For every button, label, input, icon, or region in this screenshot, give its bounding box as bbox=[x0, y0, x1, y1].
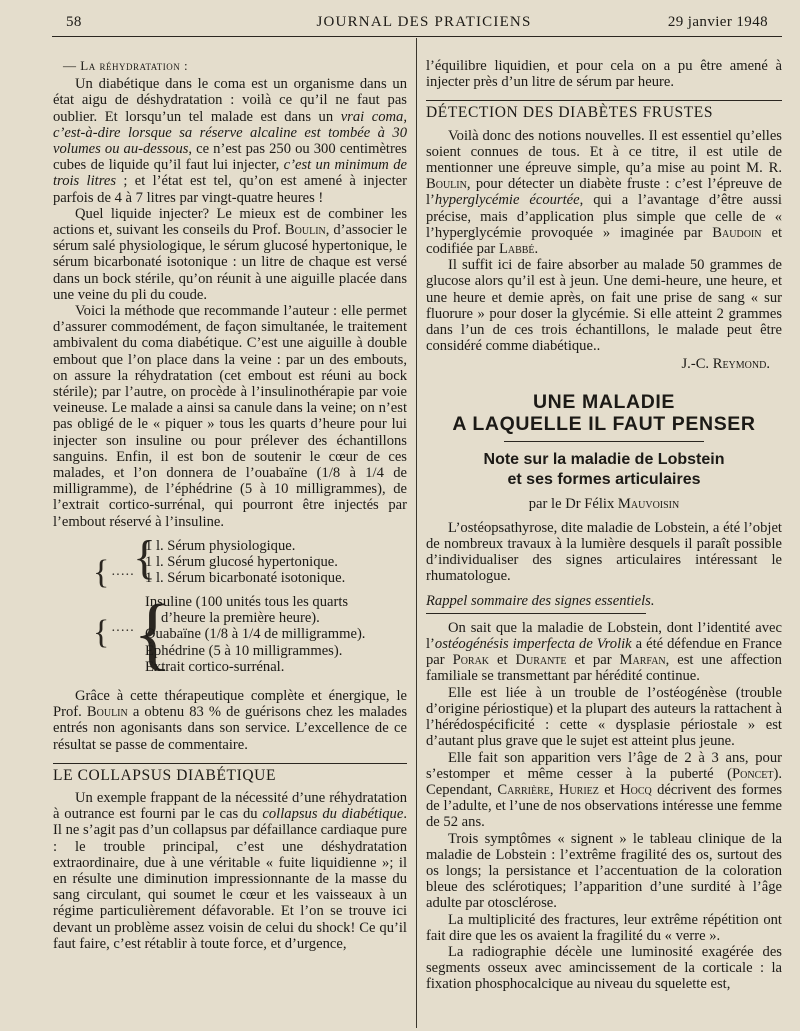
list-item: Éphédrine (5 à 10 milligrammes). bbox=[145, 642, 343, 659]
list-item: 1 l. Sérum glucosé hypertonique. bbox=[145, 554, 338, 571]
rappel-rule bbox=[426, 613, 646, 614]
group-brace: { bbox=[133, 586, 173, 678]
drug-list bbox=[145, 594, 365, 675]
paragraph: Un exemple frappant de la nécessité d’une réhydratation à outrance est fourni par le cas du collapsus du diabétique. Il ne s’agit pas d’un collapsus par défaillance cardiaque pure : le trouble principal, c’est une déshydratation extraordinaire, due à une véritable « fuite liquidienne »; il en résulte une diminution impressionnante de la masse du sang circulant, qui soumet le cœur et les vaisseaux à un régime particulièrement défavorable. Et l’on se trouve ici devant un problème assez voisin de celui du shock! Ce qu’il faut faire, c’est rétablir à toute force, et d’urgence, bbox=[53, 789, 407, 952]
left-column bbox=[53, 58, 407, 952]
rehydration-heading: — La réhydratation : bbox=[63, 58, 189, 73]
author-name: Carrière bbox=[497, 781, 550, 798]
list-item: d’heure la première heure). bbox=[161, 610, 320, 627]
page-header bbox=[64, 10, 784, 34]
article-title-line: UNE MALADIE bbox=[532, 390, 675, 413]
list-item: Ouabaïne (1/8 à 1/4 de milligramme). bbox=[145, 626, 366, 643]
list-item: 1 l. Sérum physiologique. bbox=[145, 537, 296, 554]
paragraph: l’équilibre liquidien, et pour cela on a pu être amené à injecter près d’un litre de sérum par heure. bbox=[426, 58, 782, 91]
author-name: Labbé bbox=[498, 241, 535, 258]
author-name: Boulin bbox=[284, 222, 326, 239]
article-subtitle: Note sur la maladie de Lobstein et ses formes articulaires bbox=[483, 450, 725, 488]
author-name: Porak bbox=[452, 652, 490, 669]
author-name: Durante bbox=[515, 652, 567, 669]
paragraph: Un diabétique dans le coma est un organisme dans un état aigu de déshydratation : voilà ce qu’il ne faut pas oublier. Et lorsqu’un tel malade est dans un vrai coma, c’est-à-dire lorsque sa réserve alcaline est tombée à 30 volumes ou au-dessous, ce n’est pas 250 ou 300 centimètres cubes de liquide qu’il faut lui injecter, c’est un minimum de trois litres ; et l’état est tel, qu’on est amené à injecter parfois de 4 à 7 litres par vingt-quatre heures ! bbox=[53, 76, 407, 206]
treatment-schema bbox=[53, 530, 407, 678]
paragraph: Voilà donc des notions nouvelles. Il est essentiel qu’elles soient connues de tous. Et à ce titre, il est utile de mentionner une épreuve simple, qu’a mise au point M. R. Boulin, pour détecter un diabète fruste : c’est l’épreuve de l’hyperglycémie écourtée, qui a l’avantage d’être aussi précise, mais d’application plus simple que celle de « l’hyperglycémie provoquée » imaginée par Baudoin et codifiée par Labbé. bbox=[426, 127, 782, 258]
right-column bbox=[426, 58, 782, 993]
paragraph: Il suffit ici de faire absorber au malade 50 grammes de glucose alors qu’il est à jeun. Une demi-heure, une heure, et une heure et demie après, on fait une prise de sang « sur fluorure » pour doser la glycémie. Si elle atteint 2 grammes dans l’un de ces trois échantillons, le malade peut être considéré comme diabétique.. bbox=[426, 257, 782, 355]
author-name: Huriez bbox=[558, 781, 599, 798]
article-title-line: A LAQUELLE IL FAUT PENSER bbox=[452, 412, 756, 435]
author-name: Mauvoisin bbox=[617, 495, 680, 512]
page-number: 58 bbox=[66, 14, 82, 30]
serum-list bbox=[145, 538, 345, 587]
issue-date: 29 janvier 1948 bbox=[667, 14, 768, 30]
article-title bbox=[426, 391, 782, 435]
header-rule bbox=[52, 36, 782, 37]
column-divider bbox=[416, 38, 417, 1028]
journal-title: JOURNAL DES PRATICIENS bbox=[316, 14, 532, 30]
outer-brace: { bbox=[93, 613, 110, 651]
outer-brace: { bbox=[93, 553, 110, 591]
author-name: Marfan bbox=[619, 652, 666, 669]
author-name: Boulin bbox=[86, 704, 128, 721]
paragraph: L’ostéopsathyrose, dite maladie de Lobstein, a été l’objet de nombreux travaux à la lumière desquels il paraît possible d’individualiser des signes articulaires intéressant le rhumatologue. bbox=[426, 519, 782, 585]
author-name: Hocq bbox=[620, 781, 652, 798]
paragraph: Elle est liée à un trouble de l’ostéogénèse (trouble d’origine périostique) et la plupart des auteurs la rattachent à l’hérédospécificité : cette « dysplasie périostale » est d’autant plus grave que le sujet est atteint plus jeune. bbox=[426, 684, 782, 750]
author-name: Poncet bbox=[732, 765, 774, 782]
collapsus-heading: LE COLLAPSUS DIABÉTIQUE bbox=[53, 763, 407, 784]
dots: ····· bbox=[111, 623, 135, 639]
title-rule bbox=[504, 441, 704, 442]
paragraph: La multiplicité des fractures, leur extrême répétition ont fait dire que les os avaient la fragilité du « verre ». bbox=[426, 911, 782, 944]
signature: J.-C. Reymond. bbox=[681, 356, 770, 373]
paragraph: Voici la méthode que recommande l’auteur : elle permet d’assurer commodément, de façon simultanée, le traitement ambivalent du coma diabétique. C’est une aiguille à double embout que l’on place dans la veine : par un des embouts, on assure la réhydratation (cet embout est réuni au bock stérile); par l’autre, on procède à l’insulinothérapie par voie veineuse. Le malade a ainsi sa canule dans la veine; on n’est pas obligé de le « piquer » tous les quarts d’heure pour lui injecter son insuline ou pour prélever des échantillons sanguins. Enfin, il est bon de soutenir le cœur de ces malades, et l’on donnera de l’ouabaïne (1/8 à 1/4 de milligramme), de l’éphédrine (5 à 10 milligrammes), de l’extrait cortico-surrénal, qui pourront être injectés par l’embout réservé à l’insuline. bbox=[53, 303, 407, 530]
paragraph: Trois symptômes « signent » le tableau clinique de la maladie de Lobstein : l’extrême fragilité des os, surtout des os longs; la persistance et l’accentuation de la coloration bleue des sclérotiques; l’apparition d’une surdité à l’âge adulte par otosclérose. bbox=[426, 830, 782, 912]
group-brace: { bbox=[133, 530, 157, 584]
paragraph: Grâce à cette thérapeutique complète et énergique, le Prof. Boulin a obtenu 83 % de guérisons chez les malades entrés non agonisants dans son service. L’excellence de ce résultat se passe de commentaire. bbox=[53, 687, 407, 753]
byline: par le Dr Félix Mauvoisin bbox=[528, 495, 680, 512]
list-item: Insuline (100 unités tous les quarts bbox=[145, 593, 349, 610]
detection-heading: DÉTECTION DES DIABÈTES FRUSTES bbox=[426, 100, 782, 121]
paragraph: Elle fait son apparition vers l’âge de 2 à 3 ans, pour s’estomper et même cesser à la puberté (Poncet). Cependant, Carrière, Huriez et Hocq décrivent des formes de l’adulte, et l’une de nos observations intéresse une femme de 52 ans. bbox=[426, 749, 782, 831]
list-item: Extrait cortico-surrénal. bbox=[145, 658, 285, 675]
author-name: Baudoin bbox=[712, 224, 762, 241]
list-item: 1 l. Sérum bicarbonaté isotonique. bbox=[145, 570, 346, 587]
dots: ····· bbox=[111, 567, 135, 583]
paragraph: La radiographie décèle une luminosité exagérée des segments osseux avec amincissement de la corticale : la fixation phosphocalcique au niveau du squelette est, bbox=[426, 943, 782, 993]
paragraph: On sait que la maladie de Lobstein, dont l’identité avec l’ostéogénésis imperfecta de Vrolik a été défendue en France par Porak et Durante et par Marfan, est une affection familiale se transmettant par hérédité continue. bbox=[426, 619, 782, 685]
paragraph: Quel liquide injecter? Le mieux est de combiner les actions et, suivant les conseils du Prof. Boulin, d’associer le sérum salé physiologique, le sérum glucosé hypertonique, le sérum bicarbonaté isotonique : un litre de chaque est versé dans un bock stérile, qu’on réunit à une aiguille placée dans une veine du pli du coude. bbox=[53, 205, 407, 303]
rappel-heading: Rappel sommaire des signes essentiels. bbox=[426, 592, 655, 609]
author-name: Boulin bbox=[426, 176, 467, 193]
